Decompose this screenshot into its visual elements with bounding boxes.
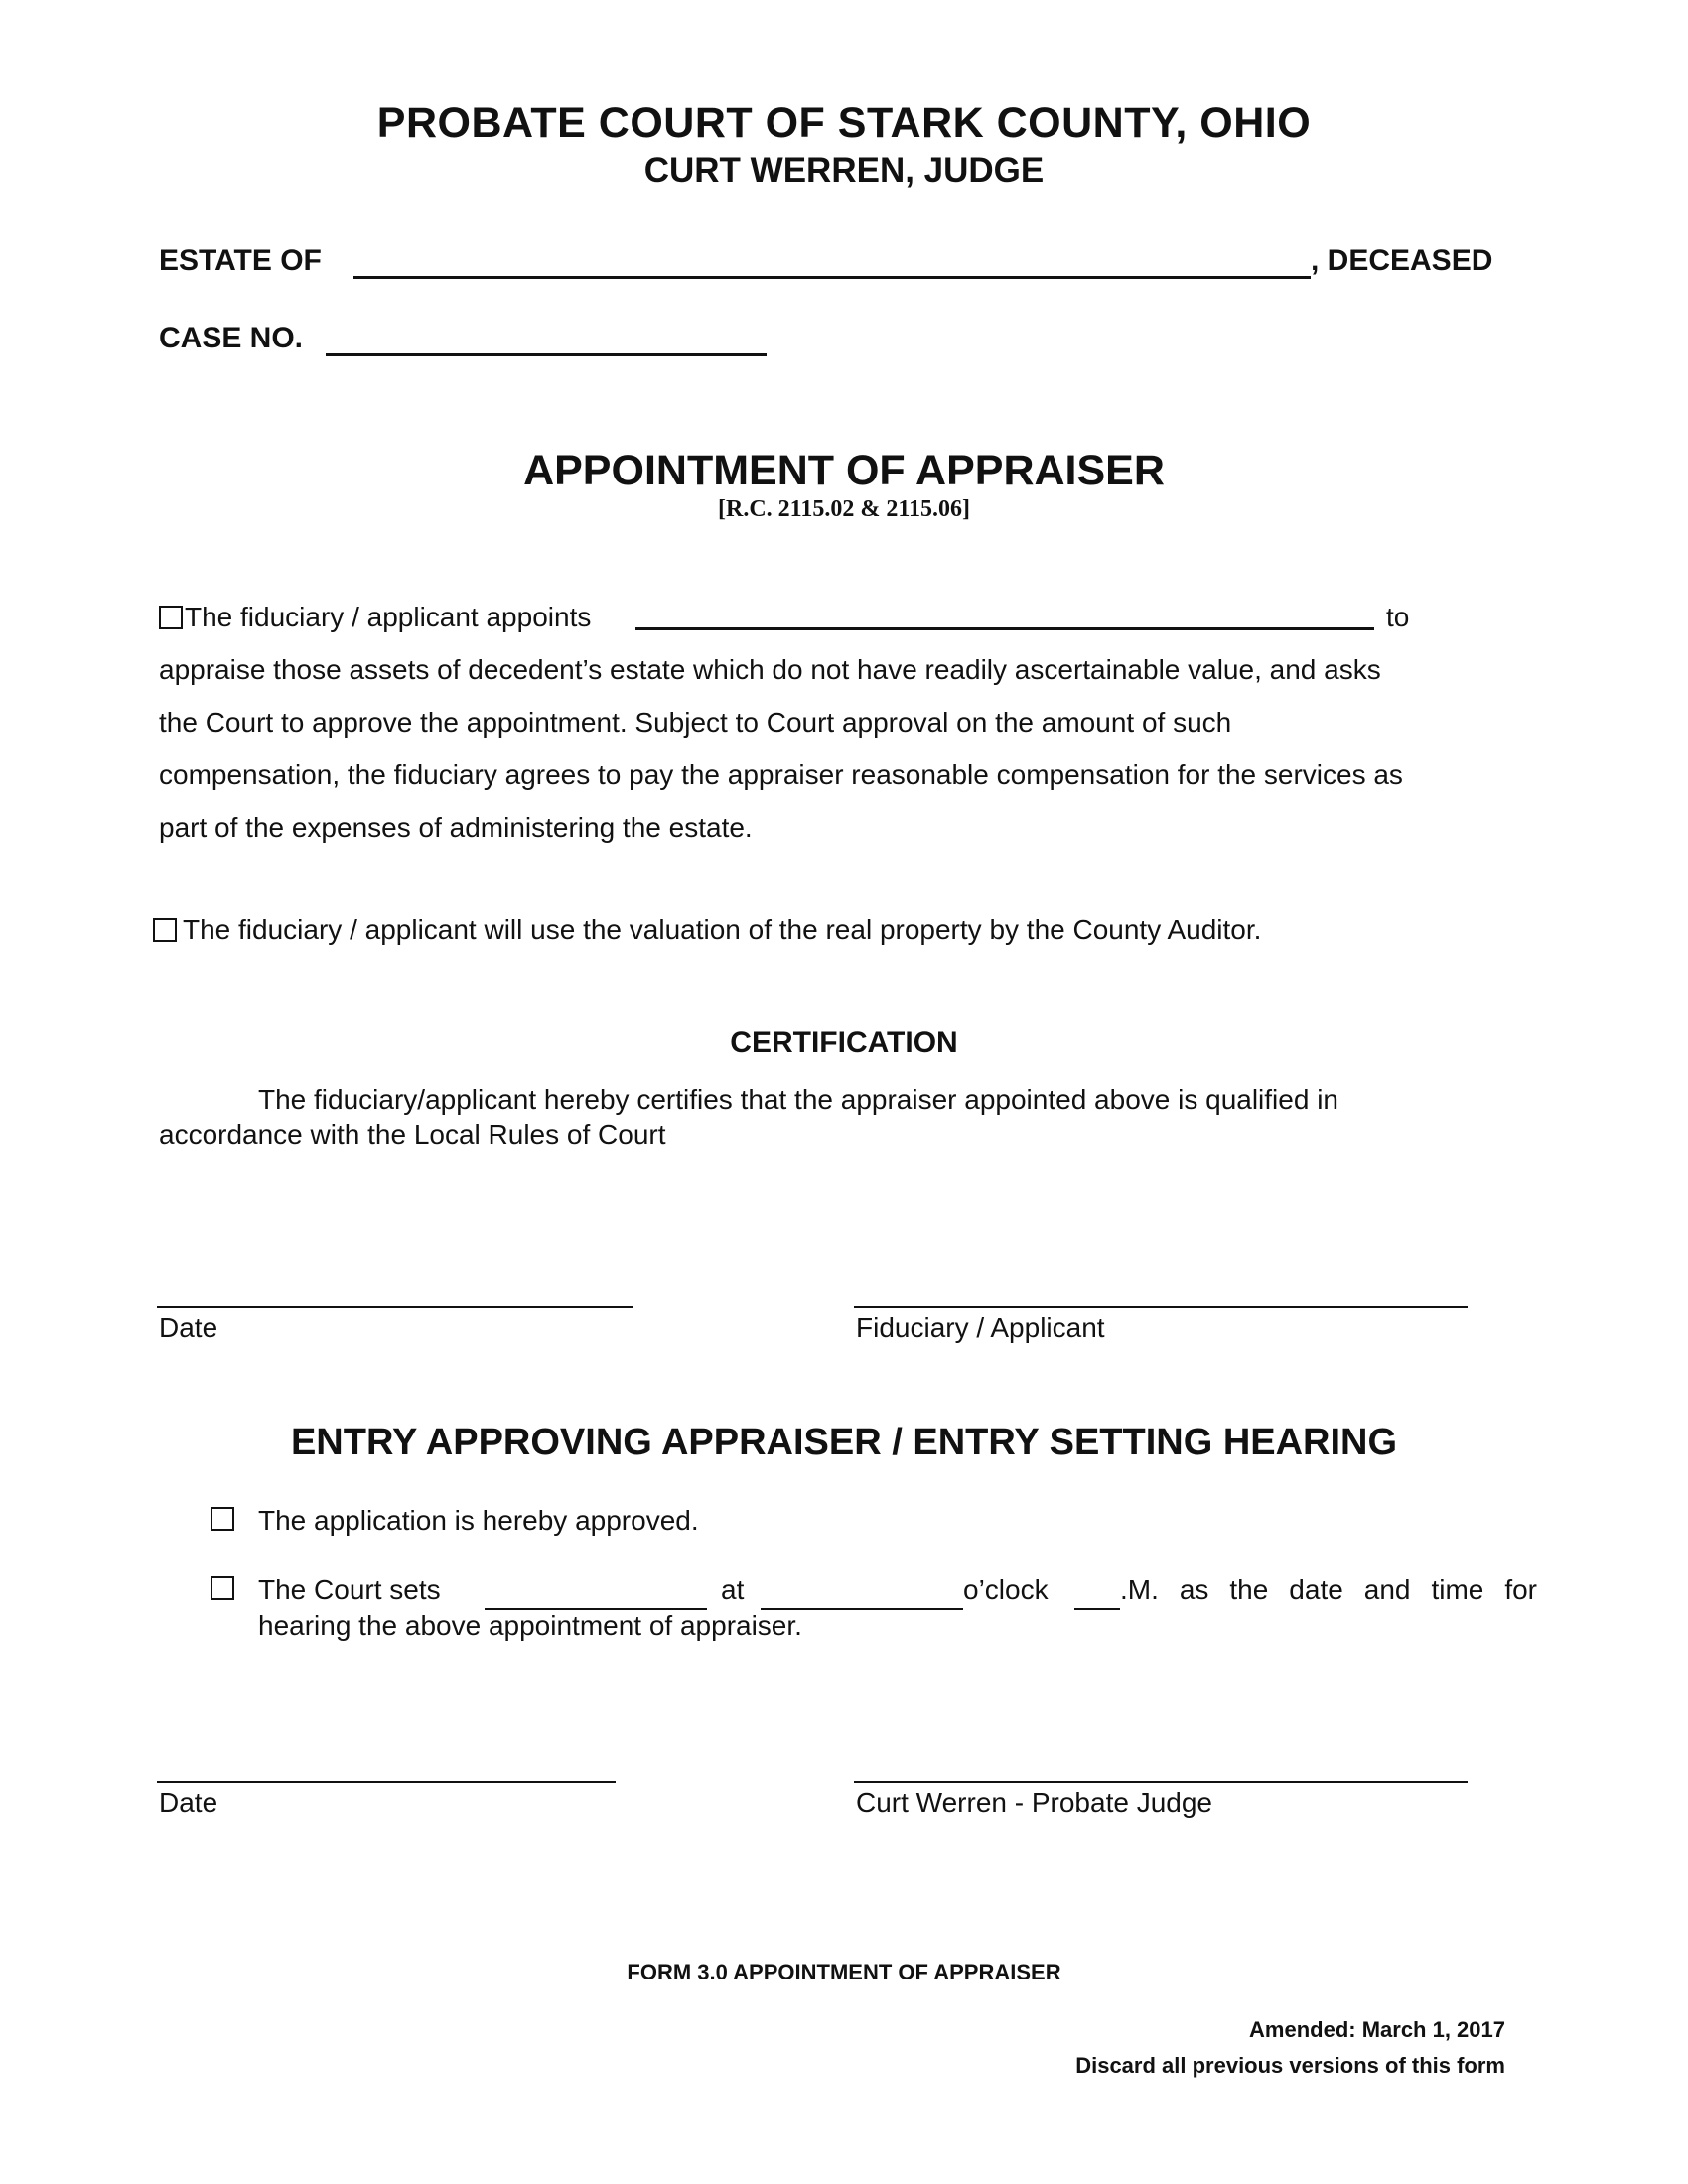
fiduciary-signature-line[interactable] xyxy=(854,1306,1468,1308)
estate-label: ESTATE OF xyxy=(159,244,322,277)
entry-date-line[interactable] xyxy=(157,1781,616,1783)
sets-tail-text: .M. as the date and time for xyxy=(1120,1574,1537,1605)
option1-to-text: to xyxy=(1386,602,1410,632)
entry-date-label: Date xyxy=(159,1787,218,1818)
fiduciary-signature-label: Fiduciary / Applicant xyxy=(856,1312,1105,1343)
approved-text: The application is hereby approved. xyxy=(258,1505,699,1536)
certification-date-line[interactable] xyxy=(157,1306,633,1308)
county-auditor-valuation-checkbox[interactable] xyxy=(153,918,177,942)
am-pm-field[interactable] xyxy=(1074,1608,1120,1610)
entry-title: ENTRY APPROVING APPRAISER / ENTRY SETTING HEARING xyxy=(290,1422,1398,1463)
option1-line4: compensation, the fiduciary agrees to pay the appraiser reasonable compensation for the services as xyxy=(159,759,1403,790)
certification-date-label: Date xyxy=(159,1312,218,1343)
appoint-appraiser-checkbox[interactable] xyxy=(159,606,183,629)
application-approved-checkbox[interactable] xyxy=(211,1507,234,1531)
certification-title: CERTIFICATION xyxy=(730,1026,958,1059)
option1-line3: the Court to approve the appointment. Subject to Court approval on the amount of such xyxy=(159,707,1232,738)
case-number-field[interactable] xyxy=(326,353,767,356)
deceased-label: , DECEASED xyxy=(1311,244,1493,277)
appraiser-name-field[interactable] xyxy=(635,627,1374,630)
judge-name: CURT WERREN, JUDGE xyxy=(643,151,1045,190)
sets-text: The Court sets xyxy=(258,1574,441,1605)
option1-lead-text: The fiduciary / applicant appoints xyxy=(185,602,592,632)
judge-signature-label: Curt Werren - Probate Judge xyxy=(856,1787,1212,1818)
set-hearing-checkbox[interactable] xyxy=(211,1576,234,1600)
estate-name-field[interactable] xyxy=(353,276,1311,279)
sets-at-text: at xyxy=(721,1574,745,1605)
form-footer-name: FORM 3.0 APPOINTMENT OF APPRAISER xyxy=(627,1960,1061,1984)
option2-text: The fiduciary / applicant will use the valuation of the real property by the County Auditor. xyxy=(183,914,1262,945)
certification-line1: The fiduciary/applicant hereby certifies that the appraiser appointed above is qualified in xyxy=(258,1084,1338,1115)
sets-line2-text: hearing the above appointment of appraiser. xyxy=(258,1610,802,1641)
option1-line5: part of the expenses of administering the estate. xyxy=(159,812,753,843)
form-title: APPOINTMENT OF APPRAISER xyxy=(523,447,1165,494)
court-title: PROBATE COURT OF STARK COUNTY, OHIO xyxy=(376,99,1312,147)
case-number-label: CASE NO. xyxy=(159,322,304,354)
statute-reference: [R.C. 2115.02 & 2115.06] xyxy=(718,496,970,522)
sets-oclock-text: o’clock xyxy=(963,1574,1049,1605)
judge-signature-line[interactable] xyxy=(854,1781,1468,1783)
certification-line2: accordance with the Local Rules of Court xyxy=(159,1119,666,1150)
discard-notice: Discard all previous versions of this form xyxy=(1075,2053,1505,2078)
option1-line2: appraise those assets of decedent’s estate which do not have readily ascertainable value, and asks xyxy=(159,654,1381,685)
amended-date: Amended: March 1, 2017 xyxy=(1249,2017,1505,2042)
